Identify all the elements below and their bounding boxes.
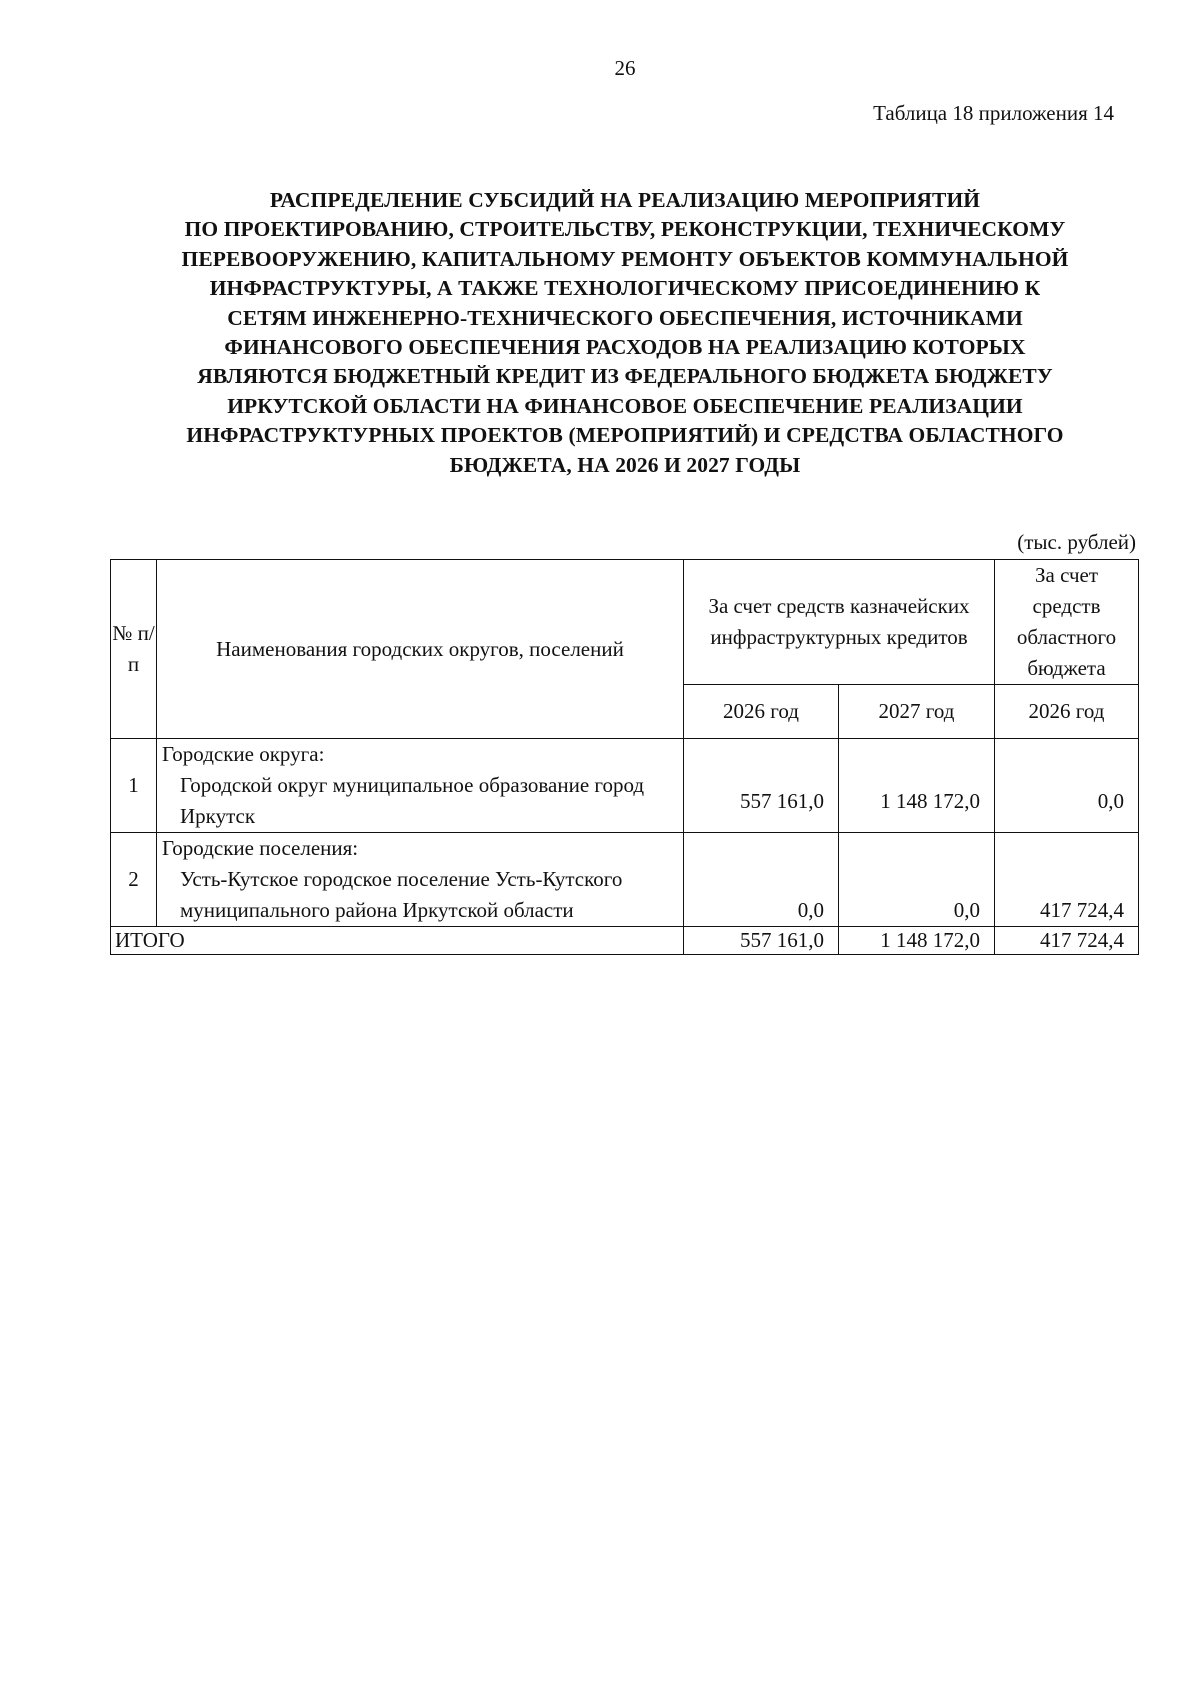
total-2026: 557 161,0	[684, 927, 839, 955]
document-title	[110, 186, 1140, 480]
header-row	[111, 560, 1139, 685]
table-row	[111, 739, 1139, 833]
header-regional-budget: За счет средств областного бюджета	[995, 560, 1139, 685]
table-row	[111, 833, 1139, 927]
header-name: Наименования городских округов, поселений	[157, 560, 684, 739]
header-regional-year-2026: 2026 год	[995, 685, 1139, 739]
title-line: ИНФРАСТРУКТУРЫ, А ТАКЖЕ ТЕХНОЛОГИЧЕСКОМУ ПРИСОЕДИНЕНИЮ К	[209, 276, 1041, 301]
row-name-cell	[157, 833, 684, 927]
value-regional: 417 724,4	[995, 833, 1139, 927]
section-heading: Городские поселения:	[162, 836, 359, 860]
title-line: РАСПРЕДЕЛЕНИЕ СУБСИДИЙ НА РЕАЛИЗАЦИЮ МЕРОПРИЯТИЙ	[269, 188, 981, 212]
header-year-2027: 2027 год	[839, 685, 995, 739]
table-caption: Таблица 18 приложения 14	[873, 101, 1114, 125]
value-2027: 1 148 172,0	[839, 739, 995, 833]
header-year-2026: 2026 год	[684, 685, 839, 739]
row-num: 1	[111, 739, 157, 833]
page-number: 26	[614, 56, 636, 80]
value-2026: 557 161,0	[684, 739, 839, 833]
header-num: № п/п	[111, 560, 157, 739]
title-line: ПЕРЕВООРУЖЕНИЮ, КАПИТАЛЬНОМУ РЕМОНТУ ОБЪЕКТОВ КОММУНАЛЬНОЙ	[181, 246, 1069, 271]
title-line: ИНФРАСТРУКТУРНЫХ ПРОЕКТОВ (МЕРОПРИЯТИЙ) И СРЕДСТВА ОБЛАСТНОГО	[186, 423, 1064, 448]
title-line: ПО ПРОЕКТИРОВАНИЮ, СТРОИТЕЛЬСТВУ, РЕКОНСТРУКЦИИ, ТЕХНИЧЕСКОМУ	[184, 217, 1066, 242]
title-line: СЕТЯМ ИНЖЕНЕРНО-ТЕХНИЧЕСКОГО ОБЕСПЕЧЕНИЯ, ИСТОЧНИКАМИ	[227, 305, 1023, 330]
value-2026: 0,0	[684, 833, 839, 927]
subsidy-table	[110, 559, 1139, 955]
entity-name: Усть-Кутское городское поселение Усть-Кутского муниципального района Иркутской области	[180, 867, 623, 922]
total-row	[111, 927, 1139, 955]
total-label: ИТОГО	[111, 927, 684, 955]
value-2027: 0,0	[839, 833, 995, 927]
title-line: ФИНАНСОВОГО ОБЕСПЕЧЕНИЯ РАСХОДОВ НА РЕАЛИЗАЦИЮ КОТОРЫХ	[224, 335, 1026, 360]
header-treasury-credits: За счет средств казначейских инфраструктурных кредитов	[684, 560, 995, 685]
title-line: ЯВЛЯЮТСЯ БЮДЖЕТНЫЙ КРЕДИТ ИЗ ФЕДЕРАЛЬНОГО БЮДЖЕТА БЮДЖЕТУ	[197, 364, 1053, 389]
units-label: (тыс. рублей)	[1017, 530, 1136, 554]
value-regional: 0,0	[995, 739, 1139, 833]
title-line: ИРКУТСКОЙ ОБЛАСТИ НА ФИНАНСОВОЕ ОБЕСПЕЧЕНИЕ РЕАЛИЗАЦИИ	[227, 393, 1023, 418]
total-regional: 417 724,4	[995, 927, 1139, 955]
title-line: БЮДЖЕТА, НА 2026 И 2027 ГОДЫ	[449, 452, 801, 477]
row-num: 2	[111, 833, 157, 927]
entity-name: Городской округ муниципальное образование город Иркутск	[180, 773, 645, 828]
section-heading: Городские округа:	[162, 742, 325, 766]
row-name-cell	[157, 739, 684, 833]
total-2027: 1 148 172,0	[839, 927, 995, 955]
